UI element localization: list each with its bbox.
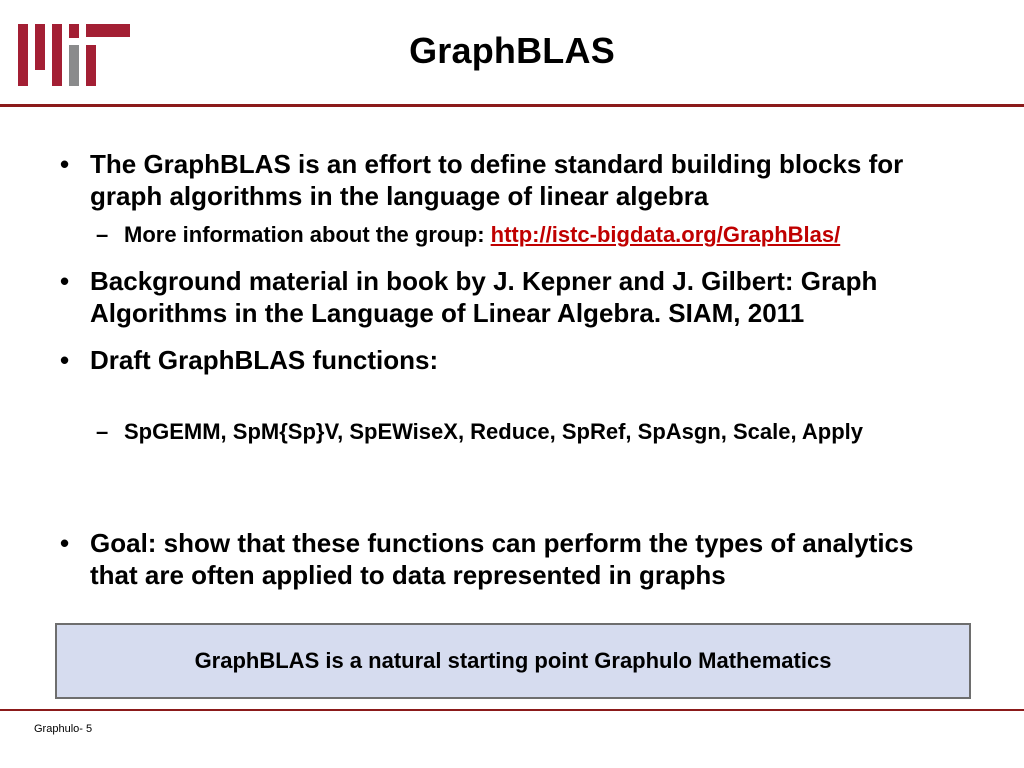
sub-bullet-more-info (96, 221, 976, 249)
bullet-marker: • (60, 149, 70, 179)
sub-bullet-content (124, 221, 976, 249)
bullet-marker: • (60, 345, 70, 375)
bullet-marker: • (60, 266, 70, 296)
bullet-text: Background material in book by J. Kepner and J. Gilbert: Graph Algorithms in the Language of Linear Algebra. SIAM, 2011 (90, 266, 878, 328)
bullet-draft-functions (60, 344, 960, 376)
graphblas-link[interactable]: http://istc-bigdata.org/GraphBlas/ (490, 222, 841, 247)
slide-title: GraphBLAS (409, 30, 615, 71)
footer-divider (0, 709, 1024, 711)
bullet-text: The GraphBLAS is an effort to define standard building blocks for graph algorithms in the language of linear algebra (90, 149, 904, 211)
bullet-marker: • (60, 528, 70, 558)
slide-footer: Graphulo- 5 (34, 723, 93, 735)
sub-bullet-marker: – (96, 419, 109, 444)
bullet-goal (60, 527, 960, 591)
sub-bullet-text: SpGEMM, SpM{Sp}V, SpEWiseX, Reduce, SpRef, SpAsgn, Scale, Apply (124, 419, 863, 444)
header-divider (0, 104, 1024, 107)
bullet-text: Goal: show that these functions can perform the types of analytics that are often applied to data represented in graphs (90, 528, 914, 590)
bullet-background-material (60, 265, 960, 329)
bullet-text: Draft GraphBLAS functions: (90, 345, 439, 375)
callout-text: GraphBLAS is a natural starting point Graphulo Mathematics (194, 648, 832, 673)
callout-box (55, 623, 971, 699)
sub-bullet-marker: – (96, 222, 109, 247)
bullet-graphblas-effort (60, 148, 960, 212)
sub-bullet-function-list (96, 418, 976, 446)
sub-bullet-text: More information about the group: (124, 222, 491, 247)
